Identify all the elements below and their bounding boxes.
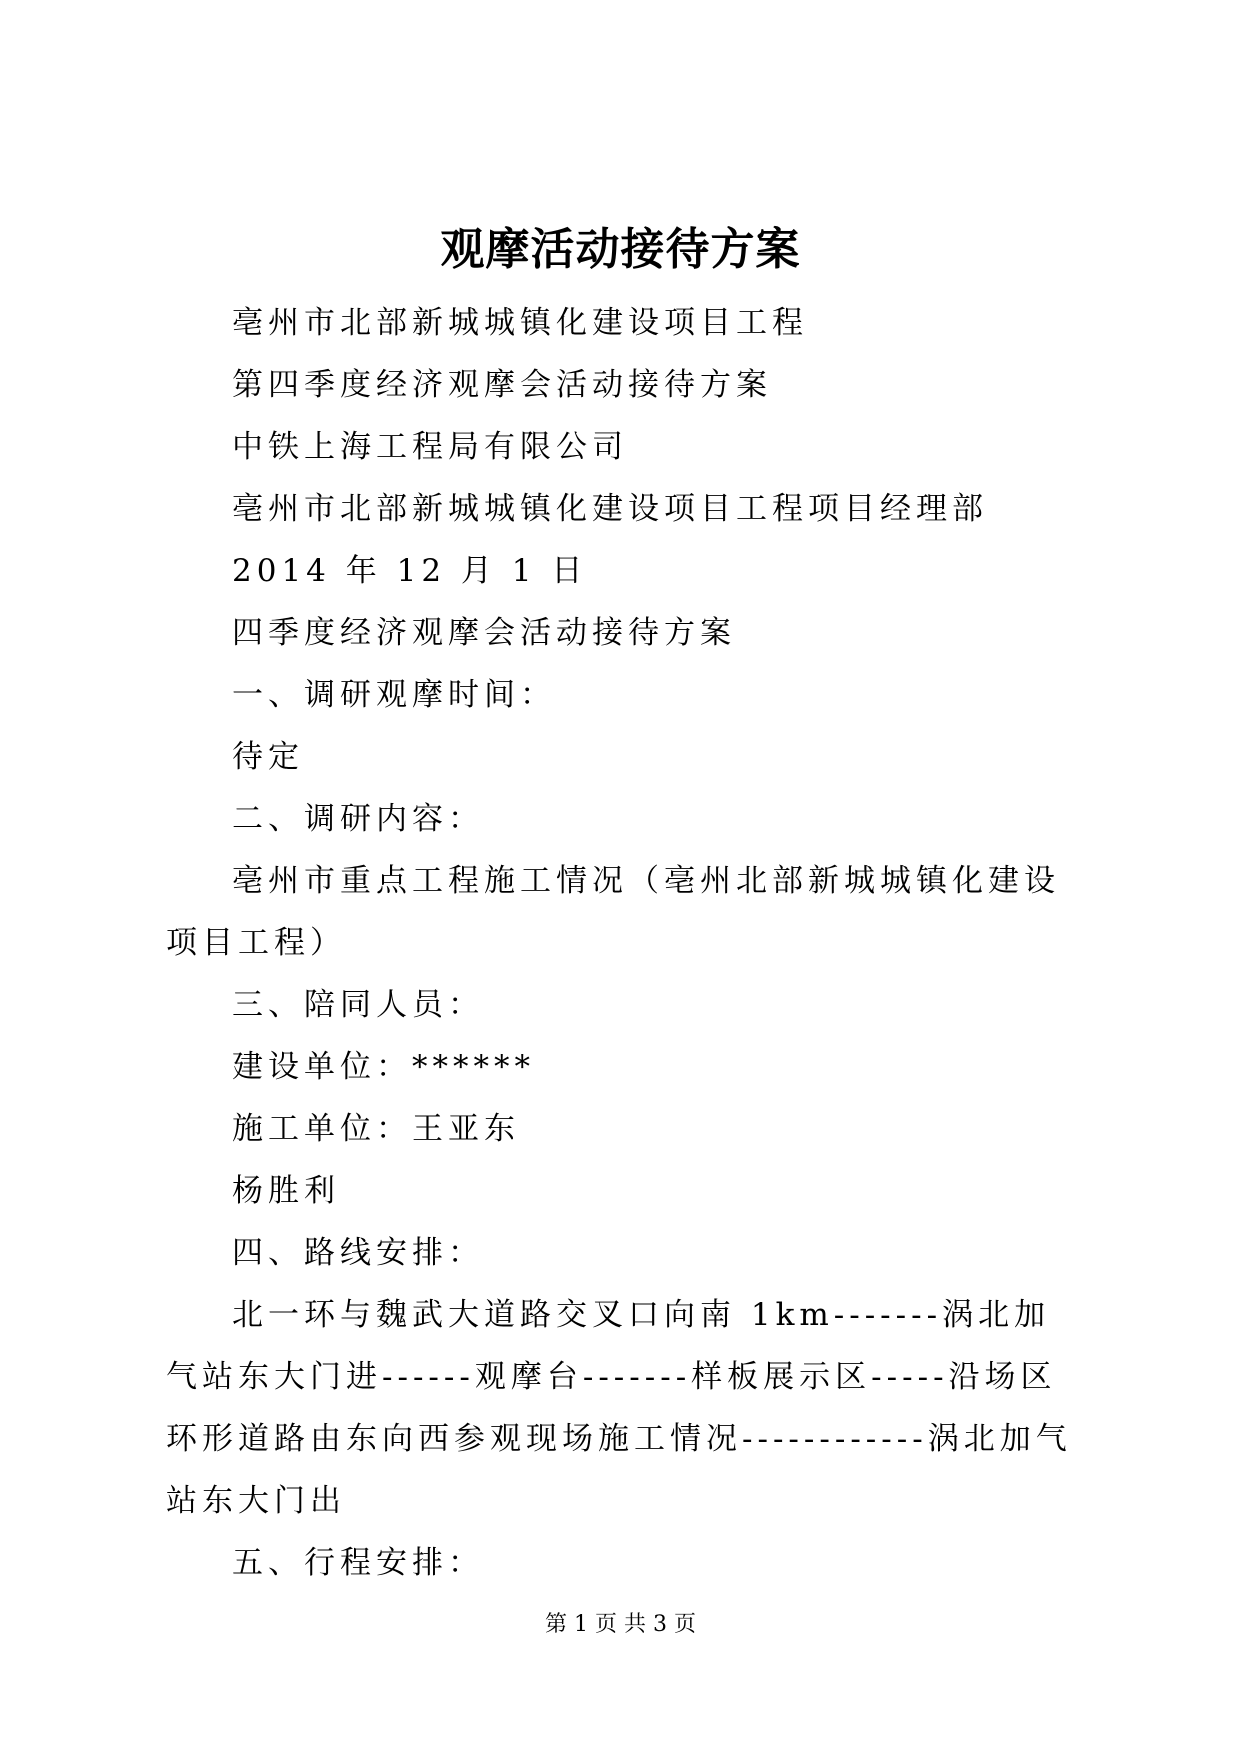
paragraph: 北一环与魏武大道路交叉口向南 1km-------涡北加气站东大门进------观摩台-------样板展示区-----沿场区环形道路由东向西参观现场施工情况------------涡北加气站东大门出 [166, 1297, 1072, 1519]
page-footer: 第 1 页 共 3 页 [545, 1612, 696, 1637]
section-heading: 二、调研内容： [232, 801, 484, 837]
paragraph: 中铁上海工程局有限公司 [232, 429, 628, 465]
section-heading: 四、路线安排： [232, 1235, 484, 1271]
paragraph: 施工单位：王亚东 [232, 1111, 520, 1147]
date-line: 2014 年 12 月 1 日 [232, 553, 588, 589]
paragraph: 亳州市重点工程施工情况（亳州北部新城城镇化建设项目工程） [166, 863, 1060, 961]
section-heading: 三、陪同人员： [232, 987, 484, 1023]
paragraph: 杨胜利 [232, 1173, 340, 1209]
section-heading: 一、调研观摩时间： [232, 677, 556, 713]
paragraph: 四季度经济观摩会活动接待方案 [232, 615, 736, 651]
document-title: 观摩活动接待方案 [440, 224, 801, 275]
document-body [166, 292, 1086, 1594]
paragraph: 亳州市北部新城城镇化建设项目工程项目经理部 [232, 491, 988, 527]
paragraph: 亳州市北部新城城镇化建设项目工程 [232, 305, 808, 341]
paragraph: 待定 [232, 739, 304, 775]
paragraph: 第四季度经济观摩会活动接待方案 [232, 367, 772, 403]
paragraph: 建设单位：****** [232, 1049, 535, 1085]
section-heading: 五、行程安排： [232, 1545, 484, 1581]
